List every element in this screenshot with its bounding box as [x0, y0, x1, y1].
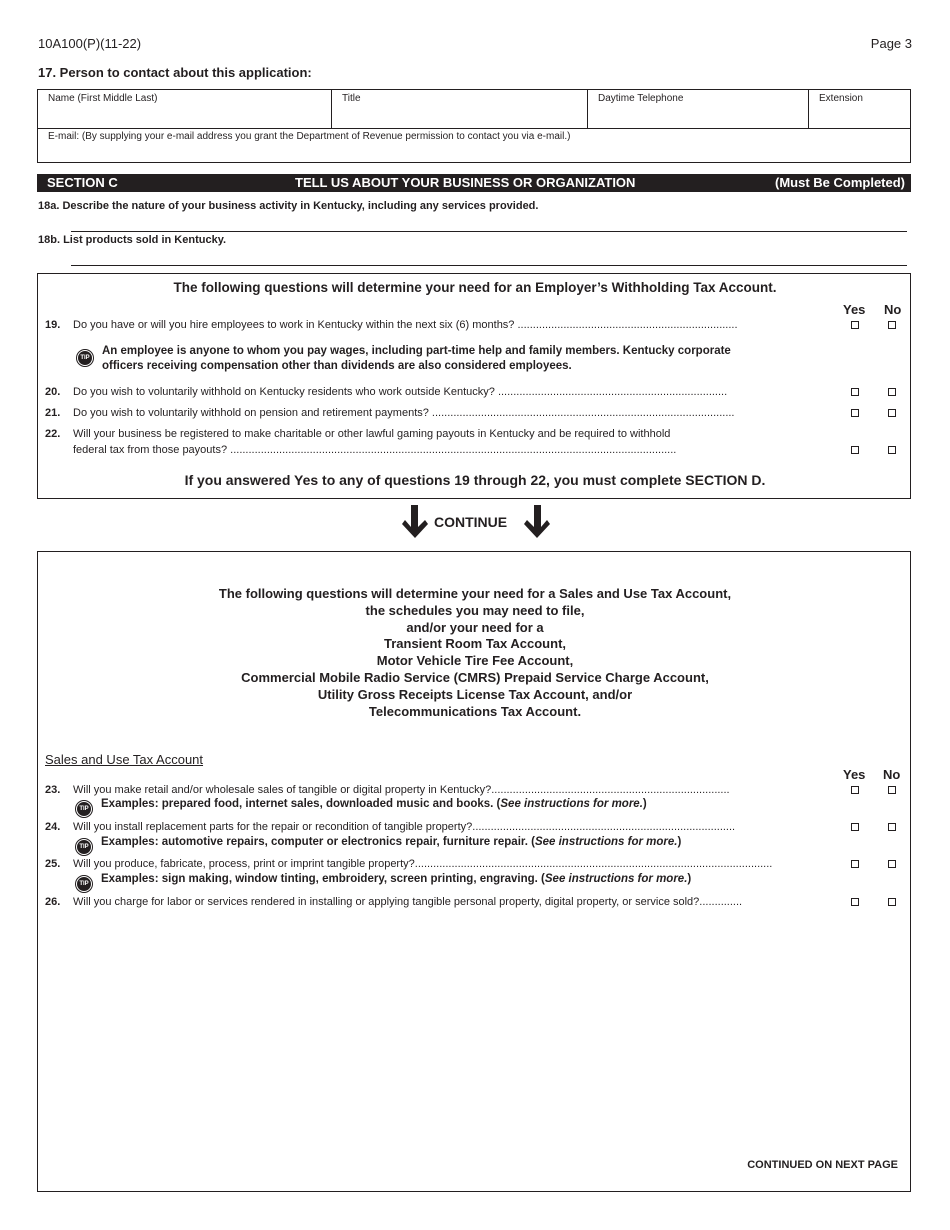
tip-icon: [76, 349, 94, 367]
email-label: E-mail: (By supplying your e-mail address you grant the Department of Revenue permission to contact you via e-mail.): [48, 131, 571, 142]
title-cell: [332, 90, 588, 128]
q24-tip-italic: See instructions for more.: [534, 836, 678, 848]
q26-leader: ..............: [699, 896, 743, 908]
q22-leader: ..................................................................................................................................................: [227, 444, 677, 456]
section-c-label: SECTION C: [47, 175, 118, 190]
q19-no-checkbox[interactable]: [888, 321, 896, 329]
q24-tip-end: ): [677, 836, 682, 848]
continue-arrow-left-icon: [402, 505, 428, 539]
q25-leader: .....................................................................................................................: [414, 858, 773, 870]
q25-no-checkbox[interactable]: [888, 860, 896, 868]
q23-leader: ..............................................................................: [491, 784, 730, 796]
name-cell: [38, 90, 332, 128]
q20-no-checkbox[interactable]: [888, 388, 896, 396]
q23-tip-end: ): [642, 798, 647, 810]
q24-yes-checkbox[interactable]: [851, 823, 859, 831]
employee-tip-line1: An employee is anyone to whom you pay wages, including part-time help and family members. Kentucky corporate: [102, 345, 731, 357]
q23-tip-italic: See instructions for more.: [500, 798, 643, 810]
sales-yes-header: Yes: [843, 767, 866, 782]
tip-icon: [75, 800, 93, 818]
phone-cell: [588, 90, 809, 128]
contact-box: [37, 89, 911, 163]
q25-tip-end: ): [687, 873, 692, 885]
extension-label: Extension: [819, 93, 863, 104]
q25-tip-italic: See instructions for more.: [544, 873, 688, 885]
title-input[interactable]: [342, 106, 577, 118]
q25-tip-text: Examples: sign making, window tinting, embroidery, screen printing, engraving. (: [101, 873, 545, 885]
q20-yes-checkbox[interactable]: [851, 388, 859, 396]
q18b-label: 18b. List products sold in Kentucky.: [38, 234, 227, 246]
q18b-answer-line[interactable]: [71, 265, 907, 266]
sales-heading-line: Telecommunications Tax Account.: [368, 703, 582, 719]
page-number: Page 3: [870, 36, 912, 51]
q26-text: [73, 896, 742, 908]
q24-leader: ......................................................................................: [472, 821, 736, 833]
q19-question: Do you have or will you hire employees to work in Kentucky within the next six (6) months?: [73, 319, 515, 331]
q22-yes-checkbox[interactable]: [851, 446, 859, 454]
q17-label: 17. Person to contact about this application:: [38, 65, 312, 80]
section-d-instruction: If you answered Yes to any of questions 19 through 22, you must complete SECTION D.: [184, 472, 766, 488]
q26-yes-checkbox[interactable]: [851, 898, 859, 906]
q26-question: Will you charge for labor or services rendered in installing or applying tangible personal property, digital property, or service sold?: [73, 896, 700, 908]
name-input[interactable]: [48, 106, 321, 118]
q23-yes-checkbox[interactable]: [851, 786, 859, 794]
q20-text: [73, 386, 727, 398]
extension-input[interactable]: [819, 106, 902, 118]
q20-leader: ...........................................................................: [494, 386, 728, 398]
extension-cell: [809, 90, 912, 128]
email-cell: [38, 128, 910, 163]
q20-number: 20.: [45, 386, 61, 398]
q21-text: [73, 407, 735, 419]
withholding-heading: The following questions will determine your need for an Employer’s Withholding Tax Account.: [173, 280, 777, 295]
q23-no-checkbox[interactable]: [888, 786, 896, 794]
sales-heading-line: the schedules you may need to file,: [365, 602, 585, 618]
name-label: Name (First Middle Last): [48, 93, 158, 104]
sales-heading-line: Utility Gross Receipts License Tax Account, and/or: [317, 686, 633, 702]
employee-tip-line2: officers receiving compensation other than dividends are also considered employees.: [102, 360, 572, 372]
q18a-label: 18a. Describe the nature of your business activity in Kentucky, including any services provided.: [38, 200, 539, 212]
q21-question: Do you wish to voluntarily withhold on pension and retirement payments?: [73, 407, 429, 419]
q23-tip-text: Examples: prepared food, internet sales, downloaded music and books. (: [101, 798, 501, 810]
q19-leader: ........................................................................: [514, 319, 738, 331]
q24-no-checkbox[interactable]: [888, 823, 896, 831]
q26-no-checkbox[interactable]: [888, 898, 896, 906]
section-c-title: TELL US ABOUT YOUR BUSINESS OR ORGANIZATION: [295, 175, 636, 190]
q19-number: 19.: [45, 319, 61, 331]
q22-text-line2: [73, 444, 676, 456]
form-id: 10A100(P)(11-22): [38, 36, 142, 51]
sales-heading-line: The following questions will determine your need for a Sales and Use Tax Account,: [218, 586, 732, 601]
q25-number: 25.: [45, 858, 61, 870]
q22-question-end: federal tax from those payouts?: [73, 444, 228, 456]
tip-label: TIP: [76, 839, 92, 855]
q22-no-checkbox[interactable]: [888, 446, 896, 454]
q24-number: 24.: [45, 821, 61, 833]
sales-heading-line: Commercial Mobile Radio Service (CMRS) Prepaid Service Charge Account,: [241, 669, 709, 685]
title-label: Title: [342, 93, 361, 104]
q23-text: [73, 784, 730, 796]
q24-text: [73, 821, 735, 833]
email-input[interactable]: [48, 144, 900, 156]
q24-tip-text: Examples: automotive repairs, computer or electronics repair, furniture repair. (: [101, 836, 535, 848]
sales-heading: [0, 586, 950, 720]
q25-question: Will you produce, fabricate, process, print or imprint tangible property?: [73, 858, 415, 870]
q23-question: Will you make retail and/or wholesale sales of tangible or digital property in Kentucky?: [73, 784, 492, 796]
sales-heading-line: Motor Vehicle Tire Fee Account,: [376, 653, 574, 669]
contact-row: [38, 90, 910, 129]
continued-next-page: CONTINUED ON NEXT PAGE: [747, 1159, 898, 1171]
q26-number: 26.: [45, 896, 61, 908]
q23-number: 23.: [45, 784, 61, 796]
q18a-answer-line[interactable]: [71, 231, 907, 232]
section-c-required: (Must Be Completed): [775, 175, 905, 190]
sales-no-header: No: [883, 767, 901, 782]
q22-number: 22.: [45, 428, 61, 440]
withholding-no-header: No: [884, 302, 902, 317]
sales-use-subheading: Sales and Use Tax Account: [45, 752, 204, 767]
phone-input[interactable]: [598, 106, 798, 118]
q21-leader: ...................................................................................................: [428, 407, 735, 419]
section-c-bar: [37, 174, 911, 192]
q25-yes-checkbox[interactable]: [851, 860, 859, 868]
q19-yes-checkbox[interactable]: [851, 321, 859, 329]
sales-heading-line: Transient Room Tax Account,: [383, 636, 567, 652]
sales-heading-line: and/or your need for a: [406, 619, 544, 635]
q21-number: 21.: [45, 407, 61, 419]
tip-label: TIP: [77, 350, 93, 366]
continue-arrow-right-icon: [524, 505, 550, 539]
tip-icon: [75, 838, 93, 856]
tip-icon: [75, 875, 93, 893]
q20-question: Do you wish to voluntarily withhold on Kentucky residents who work outside Kentucky?: [73, 386, 495, 398]
withholding-yes-header: Yes: [843, 302, 866, 317]
q21-no-checkbox[interactable]: [888, 409, 896, 417]
q23-tip: [101, 798, 647, 810]
continue-label: CONTINUE: [434, 514, 508, 530]
tip-label: TIP: [76, 801, 92, 817]
q24-question: Will you install replacement parts for the repair or recondition of tangible property?: [73, 821, 473, 833]
q24-tip: [101, 836, 681, 848]
phone-label: Daytime Telephone: [598, 93, 684, 104]
q25-text: [73, 858, 772, 870]
q21-yes-checkbox[interactable]: [851, 409, 859, 417]
q19-text: [73, 319, 738, 331]
tip-label: TIP: [76, 876, 92, 892]
q22-text-line1: Will your business be registered to make charitable or other lawful gaming payouts in Kentucky and be required to withhold: [73, 428, 671, 440]
q25-tip: [101, 873, 691, 885]
